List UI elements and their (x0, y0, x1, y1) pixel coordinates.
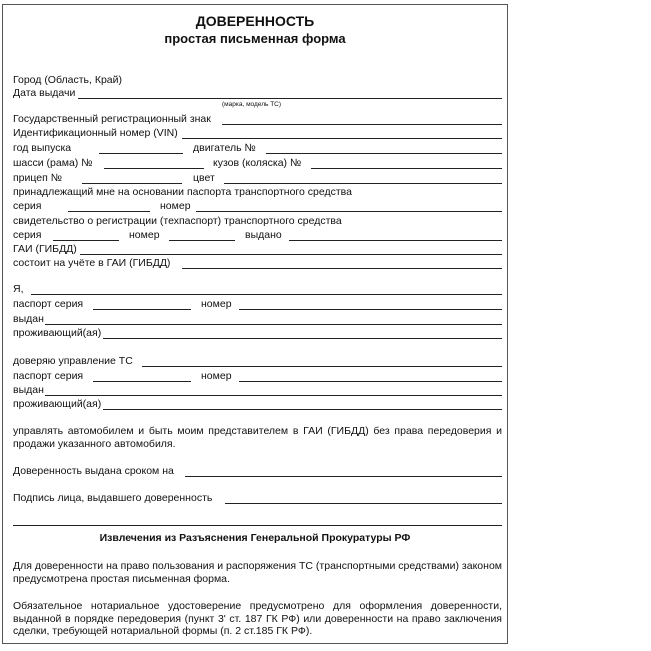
grantor-number-label: номер (201, 298, 232, 310)
cert-issued-label: выдано (245, 229, 282, 241)
form-title: ДОВЕРЕННОСТЬ (195, 13, 315, 29)
cert-series-field[interactable] (53, 240, 119, 241)
trailer-label: прицеп № (13, 172, 62, 184)
grantor-passport-label: паспорт серия (13, 298, 84, 310)
signature-label: Подпись лица, выдавшего доверенность (13, 492, 213, 504)
pts-series-field[interactable] (68, 211, 150, 212)
form-subtitle: простая письменная форма (164, 31, 346, 46)
grantor-label: Я, (13, 283, 24, 295)
reg-sign-field[interactable] (222, 124, 502, 125)
cert-number-field[interactable] (169, 240, 235, 241)
grantee-passport-series-field[interactable] (93, 381, 191, 382)
grantor-number-field[interactable] (239, 309, 502, 310)
signature-field[interactable] (225, 503, 502, 504)
engine-label: двигатель № (193, 142, 256, 154)
cert-number-label: номер (129, 229, 160, 241)
grantor-name-field[interactable] (31, 294, 502, 295)
vin-label: Идентификационный номер (VIN) (13, 127, 178, 139)
grantor-residing-label: проживающий(ая) (13, 327, 102, 339)
gai-label: ГАИ (ГИБДД) (13, 243, 77, 255)
issue-date-label: Дата выдачи (13, 87, 76, 99)
extract-paragraph-1: Для доверенности на право пользования и распоряжения ТС (транспортными средствами) законом предусмотрена простая письменная форма. (13, 560, 502, 585)
owner-basis-label: принадлежащий мне на основании паспорта транспортного средства (13, 186, 352, 198)
color-field[interactable] (224, 183, 502, 184)
grantee-name-field[interactable] (142, 366, 502, 367)
grantee-residing-label: проживающий(ая) (13, 398, 102, 410)
body-field[interactable] (311, 168, 502, 169)
grantee-number-field[interactable] (239, 381, 502, 382)
grantor-passport-series-field[interactable] (93, 309, 191, 310)
issue-date-field[interactable] (78, 98, 502, 99)
registered-label: состоит на учёте в ГАИ (ГИБДД) (13, 257, 171, 269)
registered-field[interactable] (182, 268, 502, 269)
grantor-issued-label: выдан (13, 313, 44, 325)
grantor-issued-field[interactable] (45, 324, 502, 325)
term-label: Доверенность выдана сроком на (13, 465, 174, 477)
color-label: цвет (193, 172, 215, 184)
grantor-residing-field[interactable] (103, 338, 502, 339)
vin-field[interactable] (182, 138, 502, 139)
power-of-attorney-form (2, 4, 508, 644)
grantee-residing-field[interactable] (103, 409, 502, 410)
body-label: кузов (коляска) № (213, 157, 302, 169)
year-field[interactable] (99, 153, 183, 154)
chassis-field[interactable] (104, 168, 204, 169)
grantee-trust-label: доверяю управление ТС (13, 355, 133, 367)
grantee-issued-label: выдан (13, 384, 44, 396)
city-label: Город (Область, Край) (13, 74, 123, 86)
extract-paragraph-2: Обязательное нотариальное удостоверение предусмотрено для оформления доверенности, выданной в порядке передоверия (пункт 3' ст. 187 ГК РФ) или доверенности на право заключения сделки, требующей нотариальной формы (п. 2 ст.185 ГК РФ). (13, 600, 502, 637)
trailer-field[interactable] (82, 183, 182, 184)
section-divider (13, 525, 502, 526)
extract-heading: Извлечения из Разъяснения Генеральной Прокуратуры РФ (99, 532, 411, 544)
cert-issued-field[interactable] (289, 240, 502, 241)
pts-number-field[interactable] (196, 211, 502, 212)
pts-number-label: номер (160, 200, 191, 212)
engine-field[interactable] (266, 153, 502, 154)
reg-cert-label: свидетельство о регистрации (техпаспорт) транспортного средства (13, 215, 342, 227)
year-label: год выпуска (13, 142, 72, 154)
grantee-number-label: номер (201, 370, 232, 382)
grantee-passport-label: паспорт серия (13, 370, 84, 382)
grantee-issued-field[interactable] (45, 395, 502, 396)
reg-sign-label: Государственный регистрационный знак (13, 113, 211, 125)
pts-series-label: серия (13, 200, 42, 212)
gai-field[interactable] (80, 254, 502, 255)
term-field[interactable] (185, 476, 502, 477)
chassis-label: шасси (рама) № (13, 157, 93, 169)
cert-series-label: серия (13, 229, 42, 241)
make-model-hint: (марка, модель ТС) (222, 101, 282, 108)
terms-paragraph: управлять автомобилем и быть моим представителем в ГАИ (ГИБДД) без права передоверия и продажи указанного автомобиля. (13, 425, 502, 450)
